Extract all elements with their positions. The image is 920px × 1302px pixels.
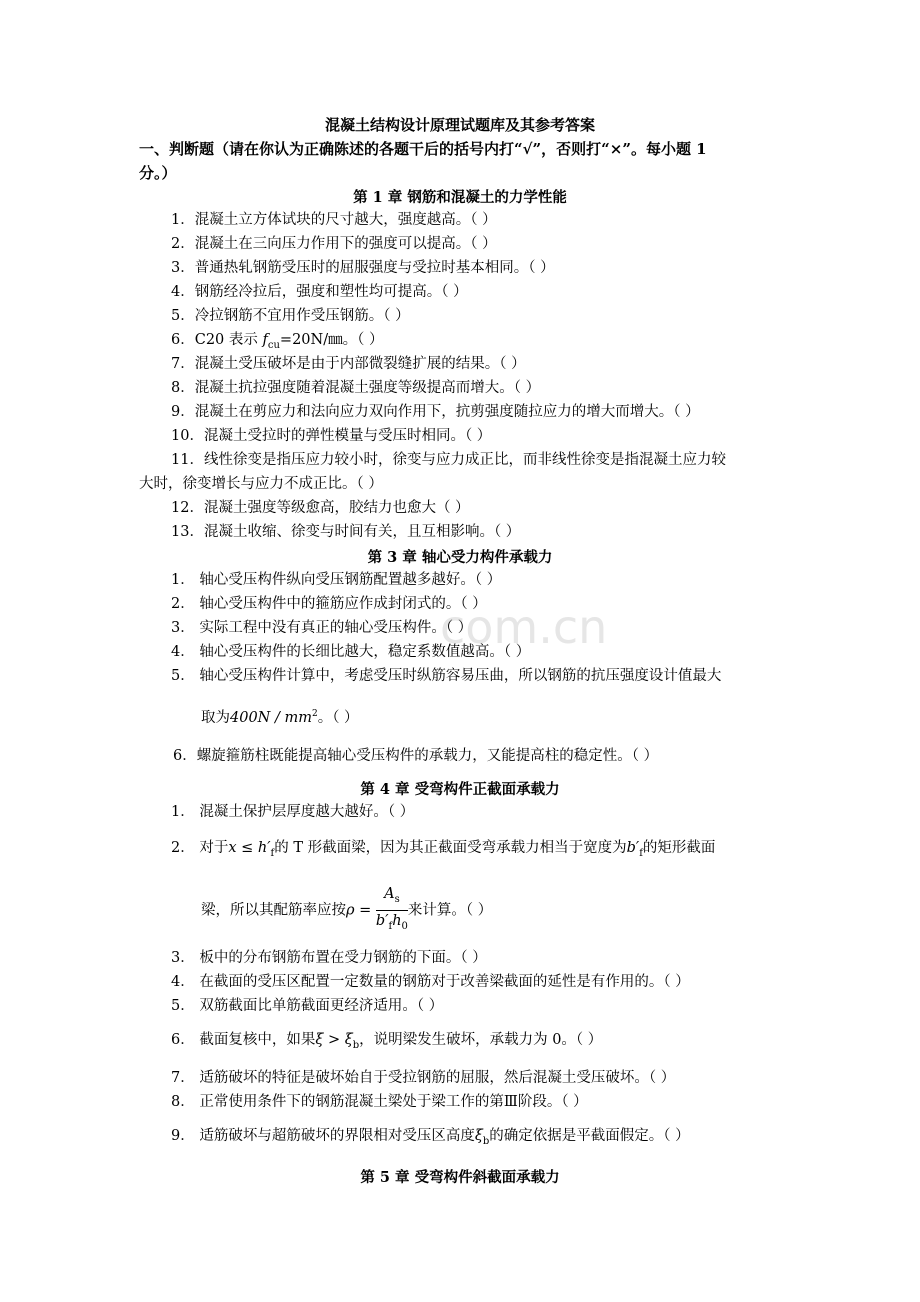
ch3-item-6: 6．螺旋箍筋柱既能提高轴心受压构件的承载力，又能提高柱的稳定性。（ ） [173, 748, 659, 764]
ch3-item-5b: 取为$400N / mm^2$。（ ） [201, 709, 359, 726]
section-heading-line1: 一、判断题（请在你认为正确陈述的各题干后的括号内打“√”，否则打“×”。每小题 1 [139, 140, 707, 158]
ch1-item-5: 5．冷拉钢筋不宜用作受压钢筋。（ ） [171, 308, 410, 324]
ch4-item-1: 1． 混凝土保护层厚度越大越好。（ ） [171, 804, 415, 820]
ch4-item-2b: 梁，所以其配筋率应按ρ = $\frac{A_s}{b'_fh_0}$ 来计算。（ ） [201, 884, 492, 937]
ch4-item-6: 6． 截面复核中，如果$\xi > \xi_b$，说明梁发生破坏，承载力为 0。（ ） [171, 1032, 603, 1051]
ch1-item-12: 12．混凝土强度等级愈高，胶结力也愈大（ ） [171, 500, 470, 516]
chapter-5-heading: 第 5 章 受弯构件斜截面承载力 [360, 1169, 560, 1186]
chapter-3-heading: 第 3 章 轴心受力构件承载力 [367, 549, 553, 566]
chapter-1-heading: 第 1 章 钢筋和混凝土的力学性能 [353, 189, 567, 206]
reinforcement-ratio-fraction: $\frac{A_s}{b'_fh_0}$ [375, 886, 408, 932]
ch1-item-11b: 大时，徐变增长与应力不成正比。（ ） [139, 476, 383, 492]
ch3-item-4: 4． 轴心受压构件的长细比越大，稳定系数值越高。（ ） [171, 644, 531, 660]
chapter-4-heading: 第 4 章 受弯构件正截面承载力 [360, 781, 560, 798]
ch1-item-7: 7．混凝土受压破坏是由于内部微裂缝扩展的结果。（ ） [171, 356, 526, 372]
ch1-item-9: 9．混凝土在剪应力和法向应力双向作用下，抗剪强度随拉应力的增大而增大。（ ） [171, 404, 700, 420]
ch4-item-5: 5． 双筋截面比单筋截面更经济适用。（ ） [171, 998, 444, 1014]
ch1-item-4: 4．钢筋经冷拉后，强度和塑性均可提高。（ ） [171, 284, 468, 300]
ch3-item-3: 3． 实际工程中没有真正的轴心受压构件。（ ） [171, 620, 473, 636]
ch1-item-11a: 11．线性徐变是指压应力较小时，徐变与应力成正比，而非线性徐变是指混凝土应力较 [171, 452, 726, 468]
ch1-item-3: 3．普通热轧钢筋受压时的屈服强度与受拉时基本相同。（ ） [171, 260, 555, 276]
ch1-item-2: 2．混凝土在三向压力作用下的强度可以提高。（ ） [171, 236, 497, 252]
ch4-item-8: 8． 正常使用条件下的钢筋混凝土梁处于梁工作的第Ⅲ阶段。（ ） [171, 1094, 588, 1110]
ch1-item-1: 1．混凝土立方体试块的尺寸越大，强度越高。（ ） [171, 212, 497, 228]
ch3-item-5a: 5． 轴心受压构件计算中，考虑受压时纵筋容易压曲，所以钢筋的抗压强度设计值最大 [171, 668, 722, 684]
ch4-item-2a: 2． 对于$x \le h'_f$的 T 形截面梁，因为其正截面受弯承载力相当于宽度为$b'_f$的矩形截面 [171, 840, 716, 859]
watermark: com.cn [440, 600, 608, 654]
ch3-item-1: 1． 轴心受压构件纵向受压钢筋配置越多越好。（ ） [171, 572, 502, 588]
ch1-item-8: 8．混凝土抗拉强度随着混凝土强度等级提高而增大。（ ） [171, 380, 541, 396]
ch4-item-9: 9． 适筋破坏与超筋破坏的界限相对受压区高度$\xi_b$的确定依据是平截面假定。（ ） [171, 1128, 690, 1147]
ch3-item-2: 2． 轴心受压构件中的箍筋应作成封闭式的。（ ） [171, 596, 487, 612]
ch1-item-13: 13．混凝土收缩、徐变与时间有关，且互相影响。（ ） [171, 524, 521, 540]
section-heading-line2: 分。） [139, 164, 177, 182]
ch4-item-4: 4． 在截面的受压区配置一定数量的钢筋对于改善梁截面的延性是有作用的。（ ） [171, 974, 690, 990]
document-title: 混凝土结构设计原理试题库及其参考答案 [324, 116, 595, 134]
ch1-item-10: 10．混凝土受拉时的弹性模量与受压时相同。（ ） [171, 428, 492, 444]
ch4-item-3: 3． 板中的分布钢筋布置在受力钢筋的下面。（ ） [171, 950, 487, 966]
ch4-item-7: 7． 适筋破坏的特征是破坏始自于受拉钢筋的屈服，然后混凝土受压破坏。（ ） [171, 1070, 676, 1086]
ch1-item-6: 6．C20 表示 $f_{cu}=20N/㎜$。（ ） [171, 332, 384, 351]
